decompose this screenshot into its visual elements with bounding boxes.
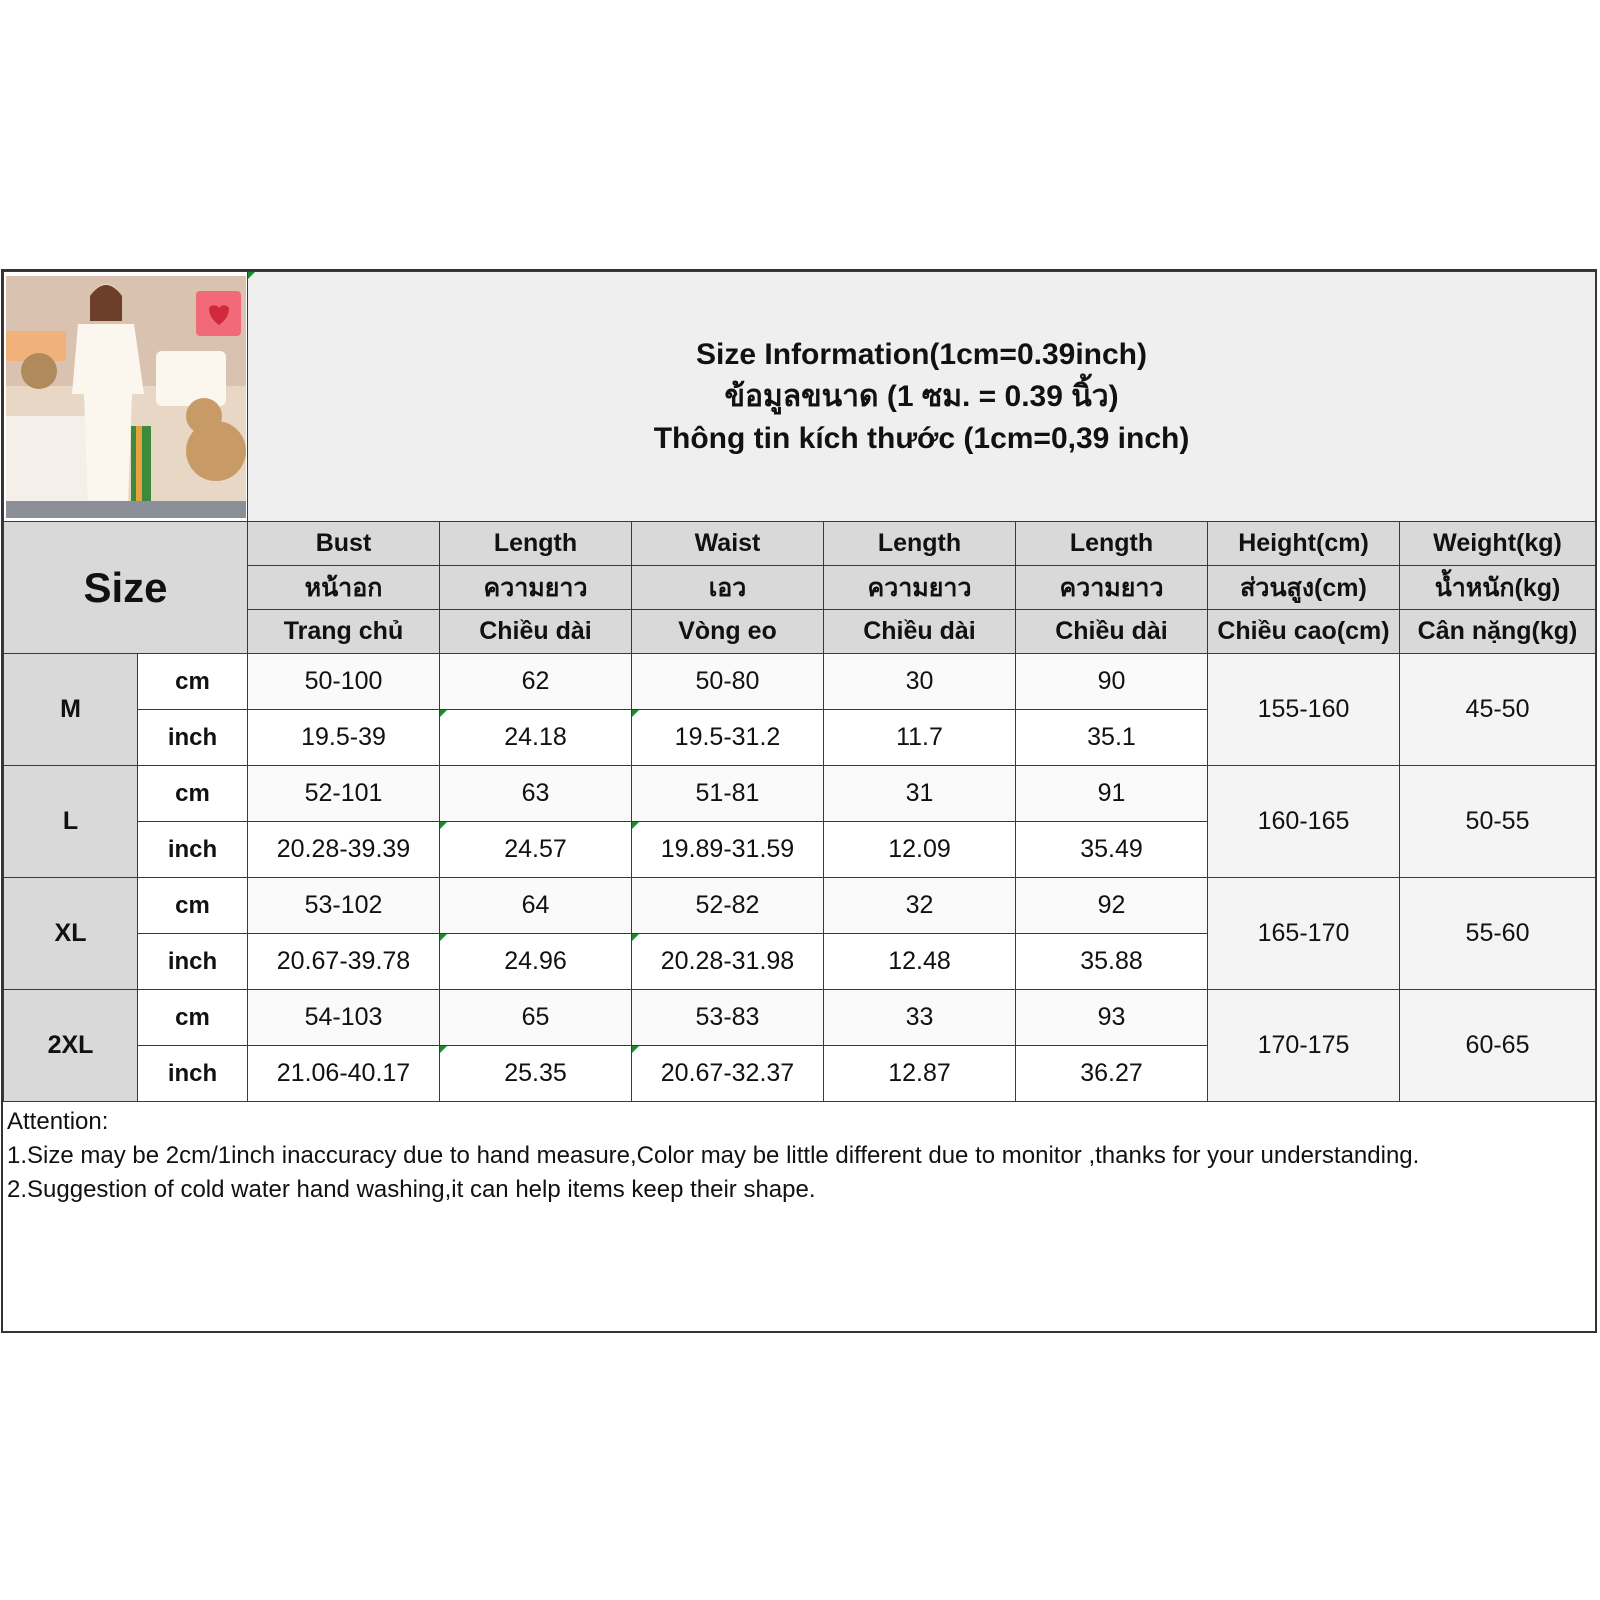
cm-value: 50-100 — [248, 654, 440, 710]
size-name: 2XL — [4, 990, 138, 1102]
col-header-th: ความยาว — [1016, 566, 1208, 610]
col-header-en: Bust — [248, 522, 440, 566]
col-header-th: เอว — [632, 566, 824, 610]
unit-cm-label: cm — [138, 654, 248, 710]
col-header-en: Waist — [632, 522, 824, 566]
size-name: L — [4, 766, 138, 878]
unit-cm-label: cm — [138, 990, 248, 1046]
size-name: M — [4, 654, 138, 766]
height-range: 165-170 — [1208, 878, 1400, 990]
cm-value: 90 — [1016, 654, 1208, 710]
inch-value: 36.27 — [1016, 1046, 1208, 1102]
col-header-th: ส่วนสูง(cm) — [1208, 566, 1400, 610]
cm-value: 53-83 — [632, 990, 824, 1046]
inch-value: 24.57 — [440, 822, 632, 878]
cm-value: 62 — [440, 654, 632, 710]
col-header-vi: Chiều cao(cm) — [1208, 610, 1400, 654]
inch-value: 21.06-40.17 — [248, 1046, 440, 1102]
weight-range: 50-55 — [1400, 766, 1596, 878]
unit-inch-label: inch — [138, 822, 248, 878]
inch-value: 35.88 — [1016, 934, 1208, 990]
cm-value: 92 — [1016, 878, 1208, 934]
col-header-th: หน้าอก — [248, 566, 440, 610]
weight-range: 60-65 — [1400, 990, 1596, 1102]
size-name: XL — [4, 878, 138, 990]
col-header-vi: Cân nặng(kg) — [1400, 610, 1596, 654]
cm-value: 52-101 — [248, 766, 440, 822]
cm-value: 54-103 — [248, 990, 440, 1046]
attention-note-1: 1.Size may be 2cm/1inch inaccuracy due to hand measure,Color may be little different due to monitor ,thanks for your understanding. — [7, 1142, 1420, 1169]
inch-value: 12.87 — [824, 1046, 1016, 1102]
size-row-cm — [4, 654, 1596, 710]
attention-notes — [7, 1105, 1587, 1207]
col-header-vi: Trang chủ — [248, 610, 440, 654]
inch-value: 19.5-31.2 — [632, 710, 824, 766]
cm-value: 30 — [824, 654, 1016, 710]
size-row-cm — [4, 878, 1596, 934]
attention-heading: Attention: — [7, 1108, 109, 1135]
inch-value: 20.28-39.39 — [248, 822, 440, 878]
col-header-th: ความยาว — [440, 566, 632, 610]
col-header-en: Length — [440, 522, 632, 566]
cm-value: 33 — [824, 990, 1016, 1046]
col-header-en: Length — [1016, 522, 1208, 566]
cm-value: 64 — [440, 878, 632, 934]
col-header-th: น้ำหนัก(kg) — [1400, 566, 1596, 610]
cm-value: 52-82 — [632, 878, 824, 934]
title-vietnamese: Thông tin kích thước (1cm=0,39 inch) — [653, 421, 1190, 455]
inch-value: 11.7 — [824, 710, 1016, 766]
col-header-vi: Chiều dài — [440, 610, 632, 654]
title-english: Size Information(1cm=0.39inch) — [696, 337, 1147, 371]
product-photo — [6, 276, 246, 518]
cm-value: 50-80 — [632, 654, 824, 710]
weight-range: 45-50 — [1400, 654, 1596, 766]
inch-value: 19.89-31.59 — [632, 822, 824, 878]
product-photo-cell — [4, 272, 248, 522]
cm-value: 63 — [440, 766, 632, 822]
inch-value: 20.28-31.98 — [632, 934, 824, 990]
size-row-cm — [4, 766, 1596, 822]
unit-inch-label: inch — [138, 710, 248, 766]
inch-value: 20.67-39.78 — [248, 934, 440, 990]
height-range: 170-175 — [1208, 990, 1400, 1102]
inch-value: 19.5-39 — [248, 710, 440, 766]
inch-value: 12.09 — [824, 822, 1016, 878]
height-range: 155-160 — [1208, 654, 1400, 766]
col-header-vi: Chiều dài — [824, 610, 1016, 654]
cm-value: 32 — [824, 878, 1016, 934]
inch-value: 24.18 — [440, 710, 632, 766]
size-table — [3, 271, 1596, 1102]
cm-value: 91 — [1016, 766, 1208, 822]
cm-value: 31 — [824, 766, 1016, 822]
inch-value: 35.49 — [1016, 822, 1208, 878]
cm-value: 51-81 — [632, 766, 824, 822]
size-header: Size — [4, 522, 248, 654]
inch-value: 35.1 — [1016, 710, 1208, 766]
unit-inch-label: inch — [138, 1046, 248, 1102]
title-thai: ข้อมูลขนาด (1 ซม. = 0.39 นิ้ว) — [724, 379, 1119, 413]
inch-value: 12.48 — [824, 934, 1016, 990]
attention-note-2: 2.Suggestion of cold water hand washing,it can help items keep their shape. — [7, 1176, 816, 1203]
col-header-vi: Vòng eo — [632, 610, 824, 654]
inch-value: 20.67-32.37 — [632, 1046, 824, 1102]
height-range: 160-165 — [1208, 766, 1400, 878]
col-header-vi: Chiều dài — [1016, 610, 1208, 654]
col-header-en: Length — [824, 522, 1016, 566]
cm-value: 93 — [1016, 990, 1208, 1046]
col-header-en: Weight(kg) — [1400, 522, 1596, 566]
unit-cm-label: cm — [138, 878, 248, 934]
col-header-th: ความยาว — [824, 566, 1016, 610]
inch-value: 25.35 — [440, 1046, 632, 1102]
unit-cm-label: cm — [138, 766, 248, 822]
inch-value: 24.96 — [440, 934, 632, 990]
unit-inch-label: inch — [138, 934, 248, 990]
cm-value: 65 — [440, 990, 632, 1046]
title-cell — [248, 272, 1596, 522]
col-header-en: Height(cm) — [1208, 522, 1400, 566]
weight-range: 55-60 — [1400, 878, 1596, 990]
cm-value: 53-102 — [248, 878, 440, 934]
size-row-cm — [4, 990, 1596, 1046]
size-chart-sheet — [1, 269, 1597, 1333]
